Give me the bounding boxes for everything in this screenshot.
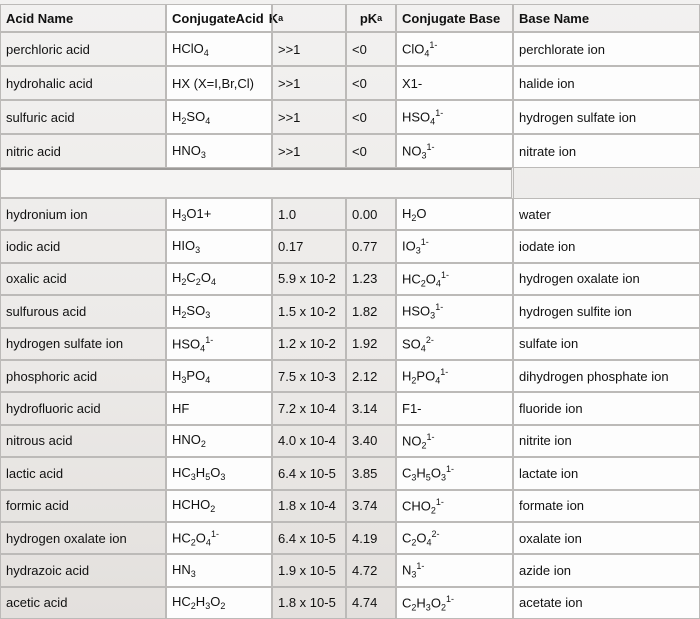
base-name-cell-text: acetate ion [519,595,583,611]
conjugate-base-cell [396,490,513,522]
conjugate-base-cell-text: $N_3^{1-}$ [402,561,425,580]
acid-name-cell-text: nitric acid [6,143,61,159]
header-base-name [513,4,700,32]
acid-name-cell-text: hydronium ion [6,206,88,222]
base-name-cell [513,328,700,360]
base-name-cell-text: hydrogen oxalate ion [519,271,640,287]
header-acid-name-label: Acid Name [6,10,74,26]
conjugate-base-cell-text: $C_2H_3O_2^{1-}$ [402,593,454,613]
acid-name-cell-text: hydrogen sulfate ion [6,336,124,352]
conjugate-base-cell [396,295,513,327]
conjugate-base-cell [396,198,513,230]
table-row [0,490,700,522]
acid-name-cell-text: nitrous acid [6,433,73,449]
acid-name-cell [0,32,166,66]
base-name-cell [513,587,700,619]
header-conjugate-base-label: Conjugate Base [402,10,501,26]
base-name-cell [513,425,700,457]
pka-cell-text: <0 [352,75,367,91]
conjugate-acid-cell-text: $HSO_4^{1-}$ [172,334,214,353]
table-row [0,425,700,457]
ka-cell-text: 1.8 x 10-5 [278,595,336,611]
ka-cell-text: 1.8 x 10-4 [278,498,336,514]
header-conjugate-acid-label: ConjugateAcid [172,10,264,26]
conjugate-acid-cell-text: $H_2C_2O_4$ [172,270,216,288]
pka-cell [346,32,396,66]
acid-name-cell [0,198,166,230]
conjugate-acid-cell [166,554,272,586]
pka-cell [346,263,396,295]
pka-cell-text: 1.92 [352,336,378,352]
conjugate-base-cell [396,425,513,457]
conjugate-acid-cell-text: $HN_3$ [172,562,196,580]
conjugate-acid-cell [166,587,272,619]
ka-cell [272,328,346,360]
ka-cell [272,263,346,295]
table-row [0,263,700,295]
ka-cell [272,230,346,262]
conjugate-base-cell-text: $C_3H_5O_3^{1-}$ [402,464,454,483]
header-conjugate-acid [166,4,284,32]
conjugate-base-cell [396,263,513,295]
header-base-name-label: Base Name [519,10,590,26]
conjugate-base-cell [396,328,513,360]
ka-cell-text: 6.4 x 10-5 [278,530,336,546]
ka-cell-text: 7.5 x 10-3 [278,368,336,384]
ka-cell [272,360,346,392]
conjugate-base-cell-text: F1- [402,401,422,417]
acid-name-cell-text: lactic acid [6,465,64,481]
conjugate-acid-cell-text: HF [172,401,190,417]
ka-cell-text: 0.17 [278,239,304,255]
ka-cell [272,425,346,457]
acid-name-cell [0,554,166,586]
conjugate-acid-cell [166,263,272,295]
ka-cell-text: >>1 [278,75,301,91]
conjugate-base-cell [396,66,513,100]
pka-cell [346,457,396,489]
acid-name-cell-text: hydrazoic acid [6,563,90,579]
ka-cell [272,490,346,522]
pka-cell [346,490,396,522]
conjugate-base-cell [396,32,513,66]
acid-name-cell-text: sulfurous acid [6,303,87,319]
pka-cell-text: 3.14 [352,401,378,417]
table-row [0,100,700,134]
separator-band-right [513,168,700,198]
conjugate-acid-cell-text: $HNO_3$ [172,142,206,160]
conjugate-base-cell-text: $SO_4^{2-}$ [402,334,434,353]
pka-cell-text: <0 [352,109,367,125]
conjugate-acid-cell [166,522,272,554]
base-name-cell-text: sulfate ion [519,336,579,352]
base-name-cell-text: halide ion [519,75,575,91]
conjugate-acid-cell-text: HClO$_4$ [172,40,209,58]
pka-cell-text: 2.12 [352,368,378,384]
base-name-cell-text: hydrogen sulfate ion [519,109,637,125]
conjugate-base-cell-text: $IO_3^{1-}$ [402,237,429,256]
ka-cell-text: 1.2 x 10-2 [278,336,336,352]
conjugate-base-cell-text: $NO_2^{1-}$ [402,431,435,451]
conjugate-base-cell-text: $HSO_4^{1-}$ [402,107,444,127]
ka-cell-text: 1.5 x 10-2 [278,303,336,319]
ka-cell [272,522,346,554]
pka-cell-text: 1.82 [352,303,378,319]
conjugate-acid-cell-text: $H_3O1+$ [172,205,212,223]
conjugate-acid-cell-text: $HC_3H_5O_3$ [172,464,226,482]
conjugate-acid-cell [166,66,272,100]
base-name-cell [513,392,700,424]
ka-cell [272,32,346,66]
conjugate-base-cell [396,230,513,262]
base-name-cell-text: hydrogen sulfite ion [519,303,632,319]
header-pka-subscript: a [377,13,383,23]
table-row [0,66,700,100]
pka-cell [346,295,396,327]
acid-name-cell [0,457,166,489]
conjugate-base-cell-text: X1- [402,75,423,91]
conjugate-base-cell-text: $H_2PO_4^{1-}$ [402,367,449,386]
table-row [0,554,700,586]
base-name-cell [513,32,700,66]
acid-name-cell [0,230,166,262]
ka-cell-text: 1.0 [278,206,297,222]
header-ka [272,4,346,32]
conjugate-acid-cell [166,134,272,168]
ka-cell [272,554,346,586]
ka-cell [272,457,346,489]
base-name-cell [513,490,700,522]
acid-name-cell-text: oxalic acid [6,271,67,287]
table-row [0,328,700,360]
table-row [0,457,700,489]
conjugate-acid-cell-text: $H_3PO_4$ [172,367,211,385]
separator-band [0,168,512,198]
pka-cell-text: 0.77 [352,239,378,255]
acid-name-cell [0,360,166,392]
pka-cell-text: <0 [352,41,367,57]
ka-cell [272,295,346,327]
conjugate-acid-cell-text: $HIO_3$ [172,238,201,256]
acid-name-cell-text: hydrogen oxalate ion [6,530,127,546]
ka-cell-text: >>1 [278,109,301,125]
acid-name-cell-text: formic acid [6,498,69,514]
pka-cell-text: <0 [352,143,367,159]
conjugate-acid-cell [166,490,272,522]
ka-cell-text: >>1 [278,143,301,159]
pka-cell [346,100,396,134]
conjugate-acid-cell-text: $HNO_2$ [172,432,206,450]
acid-name-cell-text: phosphoric acid [6,368,98,384]
conjugate-acid-cell [166,425,272,457]
acid-name-cell [0,392,166,424]
acid-name-cell [0,425,166,457]
ka-cell [272,198,346,230]
conjugate-base-cell-text: $C_2O_4^{2-}$ [402,529,440,548]
header-acid-name [0,4,166,32]
acid-name-cell-text: acetic acid [6,595,68,611]
pka-cell [346,522,396,554]
acid-name-cell [0,522,166,554]
acid-name-cell [0,66,166,100]
base-name-cell-text: fluoride ion [519,401,583,417]
base-name-cell-text: water [519,206,551,222]
table-header-row [0,4,700,32]
base-name-cell [513,360,700,392]
conjugate-base-cell-text: $HC_2O_4^{1-}$ [402,269,449,289]
acid-name-cell-text: hydrohalic acid [6,75,93,91]
pka-cell-text: 4.72 [352,563,378,579]
pka-cell [346,360,396,392]
pka-cell [346,230,396,262]
conjugate-acid-cell-text: $H_2SO_4$ [172,108,211,126]
ka-cell [272,134,346,168]
acid-name-cell [0,587,166,619]
ka-cell-text: 6.4 x 10-5 [278,465,336,481]
table-row [0,587,700,619]
acid-name-cell-text: hydrofluoric acid [6,401,101,417]
base-name-cell-text: oxalate ion [519,530,582,546]
base-name-cell-text: formate ion [519,498,585,514]
conjugate-acid-cell [166,32,272,66]
base-name-cell-text: azide ion [519,563,572,579]
pka-cell [346,392,396,424]
pka-cell-text: 1.23 [352,271,378,287]
ka-cell-text: 5.9 x 10-2 [278,271,336,287]
base-name-cell-text: nitrate ion [519,143,577,159]
pka-cell [346,198,396,230]
header-pka-label: pK [359,10,378,26]
conjugate-base-cell-text: $HSO_3^{1-}$ [402,302,444,321]
ka-cell-text: 1.9 x 10-5 [278,563,336,579]
base-name-cell [513,263,700,295]
conjugate-acid-cell [166,230,272,262]
base-name-cell-text: nitrite ion [519,433,572,449]
conjugate-base-cell [396,360,513,392]
pka-cell-text: 4.74 [352,595,378,611]
conjugate-acid-cell [166,198,272,230]
conjugate-acid-cell-text: $H_2SO_3$ [172,302,211,320]
ka-cell [272,66,346,100]
pka-cell-text: 3.74 [352,498,378,514]
conjugate-base-cell-text: $CHO_2^{1-}$ [402,496,444,515]
conjugate-base-cell [396,554,513,586]
pka-cell [346,425,396,457]
conjugate-acid-cell [166,360,272,392]
acid-name-cell [0,263,166,295]
ka-cell [272,587,346,619]
conjugate-acid-cell-text: $HCHO_2$ [172,497,216,515]
base-name-cell-text: lactate ion [519,465,579,481]
conjugate-base-cell-text: $NO_3^{1-}$ [402,141,435,161]
pka-cell [346,134,396,168]
conjugate-base-cell [396,134,513,168]
pka-cell [346,328,396,360]
base-name-cell [513,457,700,489]
base-name-cell [513,554,700,586]
pka-cell-text: 4.19 [352,530,378,546]
conjugate-acid-cell [166,457,272,489]
table-row [0,230,700,262]
base-name-cell [513,100,700,134]
section-separator [0,168,700,198]
acid-name-cell [0,295,166,327]
conjugate-base-cell [396,522,513,554]
pka-cell [346,66,396,100]
conjugate-acid-cell [166,295,272,327]
acid-name-cell [0,490,166,522]
base-name-cell-text: iodate ion [519,239,576,255]
base-name-cell-text: dihydrogen phosphate ion [519,368,669,384]
acid-name-cell [0,134,166,168]
table-row [0,392,700,424]
table-row [0,295,700,327]
ka-cell-text: 4.0 x 10-4 [278,433,336,449]
acid-name-cell-text: perchloric acid [6,41,90,57]
base-name-cell [513,198,700,230]
ka-cell [272,100,346,134]
pka-cell-text: 3.40 [352,433,378,449]
table-row [0,134,700,168]
conjugate-acid-cell-text: $HC_2H_3O_2$ [172,594,226,612]
header-conjugate-base [396,4,513,32]
conjugate-base-cell-text: ClO$_4^{1-}$ [402,39,438,59]
acid-name-cell [0,328,166,360]
header-ka-label: K [268,10,279,26]
base-name-cell [513,230,700,262]
conjugate-base-cell [396,392,513,424]
conjugate-acid-cell [166,100,272,134]
conjugate-base-cell [396,587,513,619]
conjugate-acid-cell [166,392,272,424]
conjugate-base-cell [396,100,513,134]
header-ka-subscript: a [278,13,284,23]
pka-cell-text: 0.00 [352,206,378,222]
table-row [0,198,700,230]
acid-name-cell-text: sulfuric acid [6,109,75,125]
conjugate-base-cell-text: $H_2O$ [402,205,427,223]
base-name-cell [513,295,700,327]
conjugate-acid-cell [166,328,272,360]
pka-cell [346,554,396,586]
base-name-cell-text: perchlorate ion [519,41,605,57]
table-row [0,32,700,66]
base-name-cell [513,134,700,168]
pka-cell [346,587,396,619]
acid-name-cell [0,100,166,134]
table-row [0,522,700,554]
ka-cell [272,392,346,424]
ka-cell-text: 7.2 x 10-4 [278,401,336,417]
pka-cell-text: 3.85 [352,465,378,481]
ka-cell-text: >>1 [278,41,301,57]
base-name-cell [513,522,700,554]
header-pka [346,4,396,32]
conjugate-acid-cell-text: $HC_2O_4^{1-}$ [172,529,219,548]
base-name-cell [513,66,700,100]
conjugate-base-cell [396,457,513,489]
conjugate-acid-cell-text: HX (X=I,Br,Cl) [172,75,254,91]
acid-name-cell-text: iodic acid [6,239,61,255]
table-row [0,360,700,392]
